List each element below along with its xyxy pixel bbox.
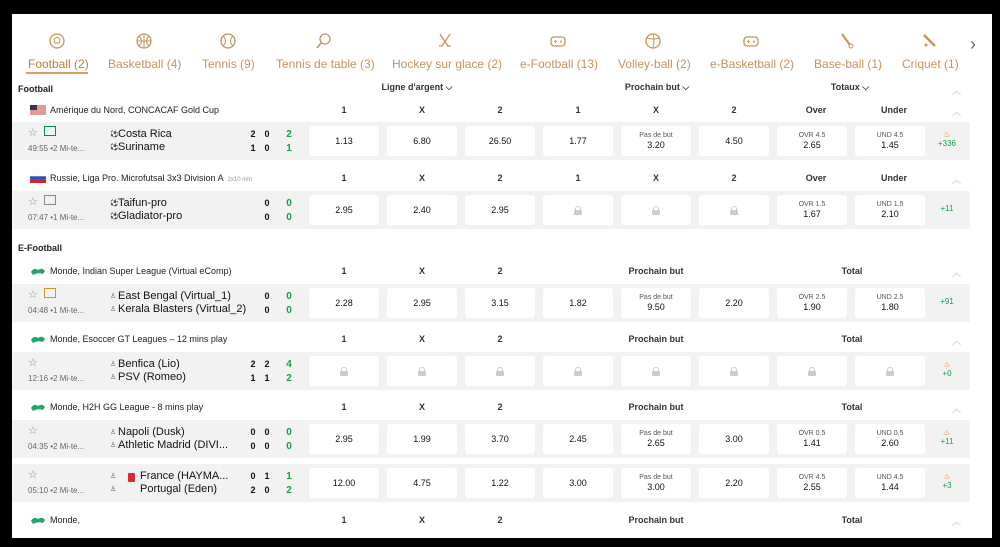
player-icon: ♙ [110,442,117,449]
lock-icon [340,367,348,376]
col-2: 2 [497,515,503,525]
lock-icon [730,367,738,376]
usa-flag-icon [30,105,46,115]
odd-button[interactable]: 12.00 [309,468,379,498]
match-row [12,284,970,322]
football-icon: ⚽ [110,131,119,138]
total-label: Total [841,266,863,276]
match-row [12,191,970,229]
col-x: X [418,173,425,183]
col-x: X [652,105,659,115]
tab-label: Tennis de table (3) [276,57,375,71]
score: 0 [250,471,256,481]
col-x: X [418,105,425,115]
under-odd-button[interactable]: UND 2.5 1.80 [855,288,925,318]
col-under: Under [880,105,907,115]
odd-button[interactable]: 1.77 [543,126,613,156]
col-x: X [418,515,425,525]
over-odd-button[interactable]: OVR 1.5 1.67 [777,195,847,225]
next-goal-header[interactable]: Prochain but ⌵ [624,82,690,92]
tab-volleyball[interactable] [618,14,691,74]
tab-efootball[interactable] [520,14,599,74]
locked-odd [543,195,613,225]
baseball-bat-icon [839,33,855,49]
chevron-up-icon[interactable]: ︿ [952,517,962,527]
odd-button[interactable]: 2.40 [387,195,457,225]
lock-icon [496,367,504,376]
score: 1 [264,471,270,481]
chevron-up-icon[interactable]: ︿ [952,107,962,117]
over-odd-button[interactable]: OVR 2.5 1.90 [777,288,847,318]
col-x: X [418,334,425,344]
player-icon: ♙ [110,361,117,368]
total-label: Total [841,334,863,344]
tab-ebasketball[interactable] [710,14,795,74]
football-icon [49,33,65,49]
away-team[interactable]: Suriname [118,141,166,153]
score: 2 [250,485,256,495]
odd-button[interactable]: 2.20 [699,468,769,498]
locked-odd [699,356,769,386]
home-team[interactable]: Taifun-pro [118,197,167,209]
match-time: 12:16 •2 Mi-te... [28,374,85,383]
lock-icon [652,367,660,376]
score: 1 [250,373,256,383]
world-league-icon [30,402,46,412]
match-time: 49:55 •2 Mi-te... [28,144,85,153]
player-icon: ♙ [110,306,117,313]
tab-football[interactable] [28,14,89,74]
tab-label: Base-ball (1) [814,57,883,71]
chevron-up-icon[interactable]: ︿ [952,404,962,414]
odd-button[interactable]: 2.45 [543,424,613,454]
world-league-icon [30,515,46,525]
col-over: Over [805,173,827,183]
col-1: 1 [341,515,347,525]
gamepad-icon [743,33,759,49]
more-markets-button[interactable]: ♨ +11 [932,428,962,446]
tv-icon[interactable] [44,288,56,298]
odd-button[interactable]: 2.95 [387,288,457,318]
match-time: 07:47 •1 Mi-te... [28,213,85,222]
chevron-up-icon[interactable]: ︿ [952,86,962,96]
chevron-up-icon[interactable]: ︿ [952,268,962,278]
fire-icon: ♨ [943,428,951,437]
away-team[interactable]: Portugal (Eden) [140,483,218,495]
more-markets-button[interactable]: ♨ +0 [932,360,962,378]
lock-icon [418,367,426,376]
fire-icon: ♨ [943,130,951,139]
tennis-ball-icon [220,33,236,49]
score: 0 [264,198,270,208]
lock-icon [808,367,816,376]
total-score: 0 [286,441,292,452]
score: 1 [264,373,270,383]
no-goal-odd-button[interactable]: Pas de but 3.20 [621,126,691,156]
lock-icon [730,206,738,215]
tab-label: e-Football (13) [520,57,599,71]
league-header [12,331,970,347]
odd-button[interactable]: 1.13 [309,126,379,156]
col-1: 1 [575,173,581,183]
score: 0 [264,441,270,451]
score: 0 [264,291,270,301]
col-x: X [418,402,425,412]
efootball-header-row [12,240,970,256]
section-title: E-Football [18,243,62,253]
live-field-icon[interactable] [44,126,56,136]
sports-tabs [12,14,992,76]
over-odd-button[interactable]: OVR 0.5 1.41 [777,424,847,454]
score: 0 [264,212,270,222]
player-icon: ♙ [110,473,117,480]
world-league-icon [30,334,46,344]
match-time: 05:10 •2 Mi-te... [28,486,85,495]
lock-icon [652,206,660,215]
under-odd-button[interactable]: UND 4.5 1.44 [855,468,925,498]
table-tennis-icon [316,33,332,49]
league-name: Monde, Indian Super League (Virtual eComp) [50,266,232,276]
football-icon: ⚽ [110,213,119,220]
locked-odd [543,356,613,386]
total-score: 2 [286,485,292,496]
col-1: 1 [341,173,347,183]
col-under: Under [880,173,907,183]
cricket-bat-icon [922,33,938,49]
player-icon: ♙ [110,293,117,300]
under-odd-button[interactable]: UND 4.5 1.45 [855,126,925,156]
total-score: 1 [286,143,292,154]
total-label: Total [841,402,863,412]
odd-button[interactable]: 3.00 [699,424,769,454]
home-team[interactable]: France (HAYMA... [140,470,229,482]
col-x: X [418,266,425,276]
col-2: 2 [731,105,737,115]
odd-button[interactable]: 2.28 [309,288,379,318]
total-score: 0 [286,427,292,438]
home-team[interactable]: East Bengal (Virtual_1) [118,290,231,302]
betting-panel [12,14,992,538]
next-goal-label: Prochain but [628,402,684,412]
score: 2 [250,359,256,369]
star-icon[interactable]: ☆ [28,425,38,437]
away-team[interactable]: Gladiator-pro [118,210,183,222]
more-markets-button[interactable]: ♨ +3 [932,472,962,490]
lock-icon [574,367,582,376]
odd-button[interactable]: 4.75 [387,468,457,498]
total-score: 0 [286,198,292,209]
score: 0 [264,129,270,139]
away-team[interactable]: PSV (Romeo) [118,371,186,383]
score: 0 [264,143,270,153]
odd-button[interactable]: 1.82 [543,288,613,318]
tab-label: Basketball (4) [108,57,182,71]
tab-label: Hockey sur glace (2) [392,57,503,71]
ice-hockey-icon [437,33,453,49]
gamepad-icon [550,33,566,49]
more-markets-button[interactable]: +91 [940,297,954,306]
match-time: 04:48 •1 Mi-te... [28,306,85,315]
odd-button[interactable]: 1.22 [465,468,535,498]
section-title: Football [18,84,53,94]
more-markets-button[interactable]: +11 [940,204,954,213]
red-card-icon [128,473,135,482]
football-icon: ⚽ [110,200,119,207]
odd-button[interactable]: 2.20 [699,288,769,318]
player-icon: ♙ [110,486,117,493]
col-2: 2 [731,173,737,183]
tab-ice-hockey[interactable] [392,14,503,74]
match-time: 04:35 •2 Mi-te... [28,442,85,451]
total-score: 0 [286,212,292,223]
league-header [12,263,970,279]
next-goal-label: Prochain but [628,334,684,344]
lock-icon [574,206,582,215]
league-header [12,512,970,528]
away-team[interactable]: Kerala Blasters (Virtual_2) [118,303,247,315]
chevron-down-icon: ⌵ [862,82,870,92]
locked-odd [777,356,847,386]
no-goal-odd-button[interactable]: Pas de but 9.50 [621,288,691,318]
player-icon: ♙ [110,429,117,436]
over-odd-button[interactable]: OVR 4.5 2.65 [777,126,847,156]
score: 0 [264,305,270,315]
league-subtitle: 2x10 min [227,177,252,183]
odd-button[interactable]: 6.80 [387,126,457,156]
locked-odd [699,195,769,225]
star-icon[interactable]: ☆ [28,357,38,369]
col-2: 2 [497,266,503,276]
score: 1 [250,143,256,153]
football-icon: ⚽ [110,144,119,151]
match-row [12,464,970,502]
moneyline-header[interactable]: Ligne d'argent ⌵ [381,82,453,92]
total-label: Total [841,515,863,525]
col-1: 1 [341,402,347,412]
col-over: Over [805,105,827,115]
home-team[interactable]: Benfica (Lio) [118,358,180,370]
col-2: 2 [497,402,503,412]
locked-odd [465,356,535,386]
score: 2 [250,129,256,139]
odd-button[interactable]: 1.99 [387,424,457,454]
locked-odd [621,356,691,386]
score: 0 [264,427,270,437]
tab-cricket[interactable] [902,14,958,74]
tab-table-tennis[interactable] [276,14,375,74]
tab-tennis[interactable] [202,14,254,74]
no-goal-odd-button[interactable]: Pas de but 2.65 [621,424,691,454]
under-odd-button[interactable]: UND 0.5 2.60 [855,424,925,454]
home-team[interactable]: Costa Rica [118,128,172,140]
score: 2 [264,359,270,369]
star-icon[interactable]: ☆ [28,289,38,301]
total-score: 1 [286,471,292,482]
basketball-icon [136,33,152,49]
col-1: 1 [575,105,581,115]
match-row [12,122,970,160]
lock-icon [886,367,894,376]
total-score: 2 [286,373,292,384]
col-1: 1 [341,334,347,344]
league-header [12,399,970,415]
under-odd-button[interactable]: UND 1.5 2.10 [855,195,925,225]
next-goal-label: Prochain but [628,515,684,525]
russia-flag-icon [30,173,46,183]
more-markets-button[interactable]: ♨ +336 [932,130,962,148]
chevron-right-icon[interactable]: › [970,34,976,54]
locked-odd [309,356,379,386]
col-2: 2 [497,105,503,115]
star-icon[interactable]: ☆ [28,469,38,481]
col-1: 1 [341,105,347,115]
volleyball-icon [645,33,661,49]
total-score: 0 [286,305,292,316]
odd-button[interactable]: 26.50 [465,126,535,156]
star-icon[interactable]: ☆ [28,127,38,139]
col-2: 2 [497,334,503,344]
match-row [12,420,970,458]
score: 0 [250,427,256,437]
league-name: Amérique du Nord, CONCACAF Gold Cup [50,105,220,115]
chevron-up-icon[interactable]: ︿ [952,175,962,185]
fire-icon: ♨ [943,360,951,369]
tab-label: Football (2) [28,57,89,71]
totals-header[interactable]: Totaux ⌵ [830,82,870,92]
col-x: X [652,173,659,183]
col-2: 2 [497,173,503,183]
tab-label: Volley-ball (2) [618,57,691,71]
league-name: Monde, H2H GG League - 8 mins play [50,402,204,412]
fire-icon: ♨ [943,472,951,481]
world-league-icon [30,266,46,276]
locked-odd [387,356,457,386]
field-icon[interactable] [44,195,56,205]
football-header-row [12,82,970,98]
odd-button[interactable]: 2.95 [309,195,379,225]
match-row [12,352,970,390]
odd-button[interactable]: 2.95 [465,195,535,225]
league-name: Monde, Esoccer GT Leagues – 12 mins play [50,334,228,344]
total-score: 4 [286,359,292,370]
chevron-down-icon: ⌵ [682,82,690,92]
player-icon: ♙ [110,374,117,381]
total-score: 2 [286,129,292,140]
odd-button[interactable]: 3.15 [465,288,535,318]
next-goal-label: Prochain but [628,266,684,276]
total-score: 0 [286,291,292,302]
star-icon[interactable]: ☆ [28,196,38,208]
home-team[interactable]: Napoli (Dusk) [118,426,185,438]
tab-label: Tennis (9) [202,57,255,71]
locked-odd [621,195,691,225]
tab-label: Criquet (1) [902,57,959,71]
league-name: Monde, [50,515,81,525]
league-header [12,102,970,118]
score: 0 [264,485,270,495]
league-name: Russie, Liga Pro. Microfutsal 3x3 Division A 2x10 min [50,173,252,183]
chevron-down-icon: ⌵ [445,82,453,92]
odd-button[interactable]: 2.95 [309,424,379,454]
odd-button[interactable]: 4.50 [699,126,769,156]
odd-button[interactable]: 3.00 [543,468,613,498]
over-odd-button[interactable]: OVR 4.5 2.55 [777,468,847,498]
tab-basketball[interactable] [108,14,180,74]
col-1: 1 [341,266,347,276]
away-team[interactable]: Athletic Madrid (DIVI... [118,439,229,451]
locked-odd [855,356,925,386]
tab-baseball[interactable] [814,14,883,74]
chevron-up-icon[interactable]: ︿ [952,336,962,346]
score: 0 [250,441,256,451]
tab-label: e-Basketball (2) [710,57,795,71]
no-goal-odd-button[interactable]: Pas de but 3.00 [621,468,691,498]
league-header [12,170,970,186]
odd-button[interactable]: 3.70 [465,424,535,454]
